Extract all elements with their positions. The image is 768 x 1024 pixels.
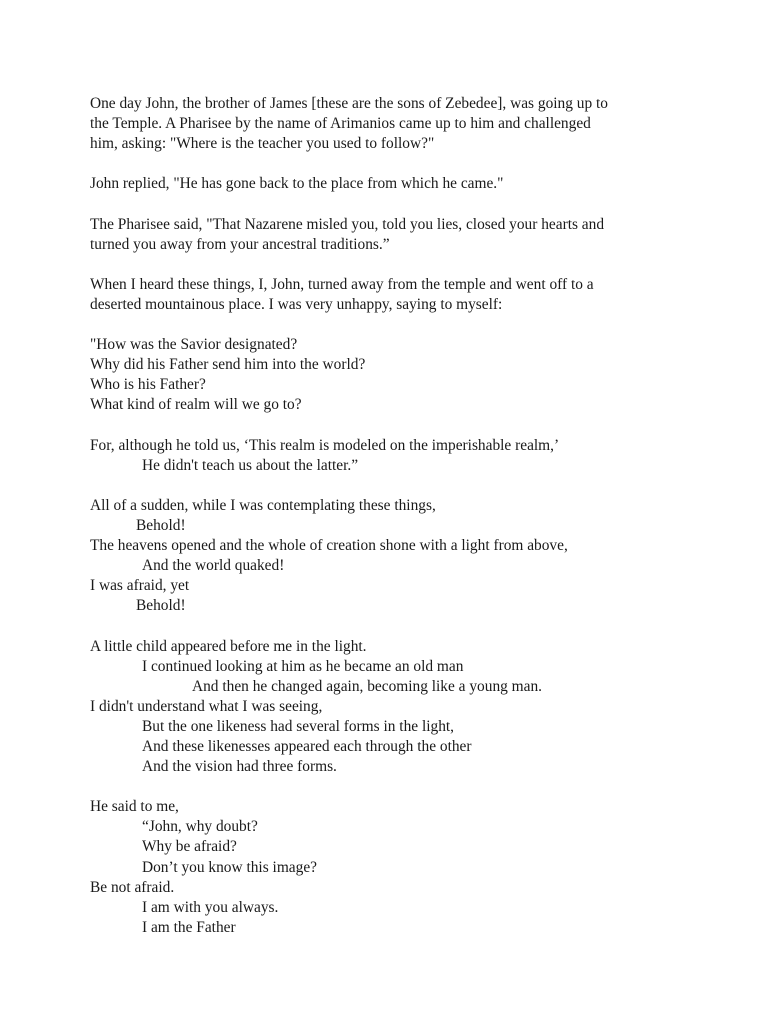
paragraph-gap <box>90 194 700 214</box>
text-line: turned you away from your ancestral traditions.” <box>90 235 390 253</box>
text-line: I was afraid, yet <box>90 577 190 595</box>
text-line: John replied, "He has gone back to the place from which he came." <box>90 175 504 193</box>
paragraph-john-replied <box>90 174 700 194</box>
paragraph-gap <box>90 777 700 797</box>
text-line-double-indented: And then he changed again, becoming like a young man. <box>192 677 543 695</box>
paragraph-opening <box>90 94 700 154</box>
paragraph-gap <box>90 416 700 436</box>
text-line-indented: And the vision had three forms. <box>142 758 337 776</box>
text-line-indented: And the world quaked! <box>142 557 285 575</box>
paragraph-all-of-a-sudden <box>90 496 700 617</box>
text-line-indented: He didn't teach us about the latter.” <box>142 456 359 474</box>
paragraph-gap <box>90 616 700 636</box>
text-line-indented: Don’t you know this image? <box>142 858 317 876</box>
paragraph-when-i-heard <box>90 275 700 315</box>
text-line: A little child appeared before me in the light. <box>90 637 367 655</box>
text-line: him, asking: "Where is the teacher you used to follow?" <box>90 135 435 153</box>
text-line: One day John, the brother of James [these are the sons of Zebedee], was going up to <box>90 95 608 112</box>
text-line: For, although he told us, ‘This realm is modeled on the imperishable realm,’ <box>90 436 560 454</box>
paragraph-for-although <box>90 436 700 476</box>
paragraph-gap <box>90 154 700 174</box>
text-line: Why did his Father send him into the world? <box>90 356 366 374</box>
text-line: All of a sudden, while I was contemplating these things, <box>90 496 436 514</box>
text-line: I didn't understand what I was seeing, <box>90 697 323 715</box>
document-body <box>90 94 700 938</box>
paragraph-gap <box>90 315 700 335</box>
text-line: "How was the Savior designated? <box>90 336 298 354</box>
paragraph-he-said <box>90 797 700 938</box>
text-line-indented: But the one likeness had several forms in the light, <box>142 717 455 735</box>
text-line-indented: “John, why doubt? <box>142 818 258 836</box>
text-line: The Pharisee said, "That Nazarene misled you, told you lies, closed your hearts and <box>90 215 605 233</box>
paragraph-questions <box>90 335 700 415</box>
text-line: the Temple. A Pharisee by the name of Arimanios came up to him and challenged <box>90 115 591 133</box>
paragraph-gap <box>90 255 700 275</box>
text-line-indented: Behold! <box>136 516 186 534</box>
text-line: What kind of realm will we go to? <box>90 396 302 414</box>
text-line: He said to me, <box>90 798 179 816</box>
text-line: deserted mountainous place. I was very unhappy, saying to myself: <box>90 295 503 313</box>
paragraph-gap <box>90 476 700 496</box>
text-line-indented: Why be afraid? <box>142 838 237 856</box>
text-line-indented: I am with you always. <box>142 898 279 916</box>
text-line-indented: I am the Father <box>142 918 236 936</box>
text-line-indented: Behold! <box>136 597 186 615</box>
text-line-indented: I continued looking at him as he became an old man <box>142 657 464 675</box>
paragraph-pharisee-said <box>90 215 700 255</box>
text-line: Who is his Father? <box>90 376 206 394</box>
text-line: The heavens opened and the whole of creation shone with a light from above, <box>90 537 568 555</box>
text-line-indented: And these likenesses appeared each through the other <box>142 738 472 755</box>
paragraph-little-child <box>90 637 700 778</box>
text-line: Be not afraid. <box>90 878 175 896</box>
text-line: When I heard these things, I, John, turned away from the temple and went off to a <box>90 275 594 293</box>
